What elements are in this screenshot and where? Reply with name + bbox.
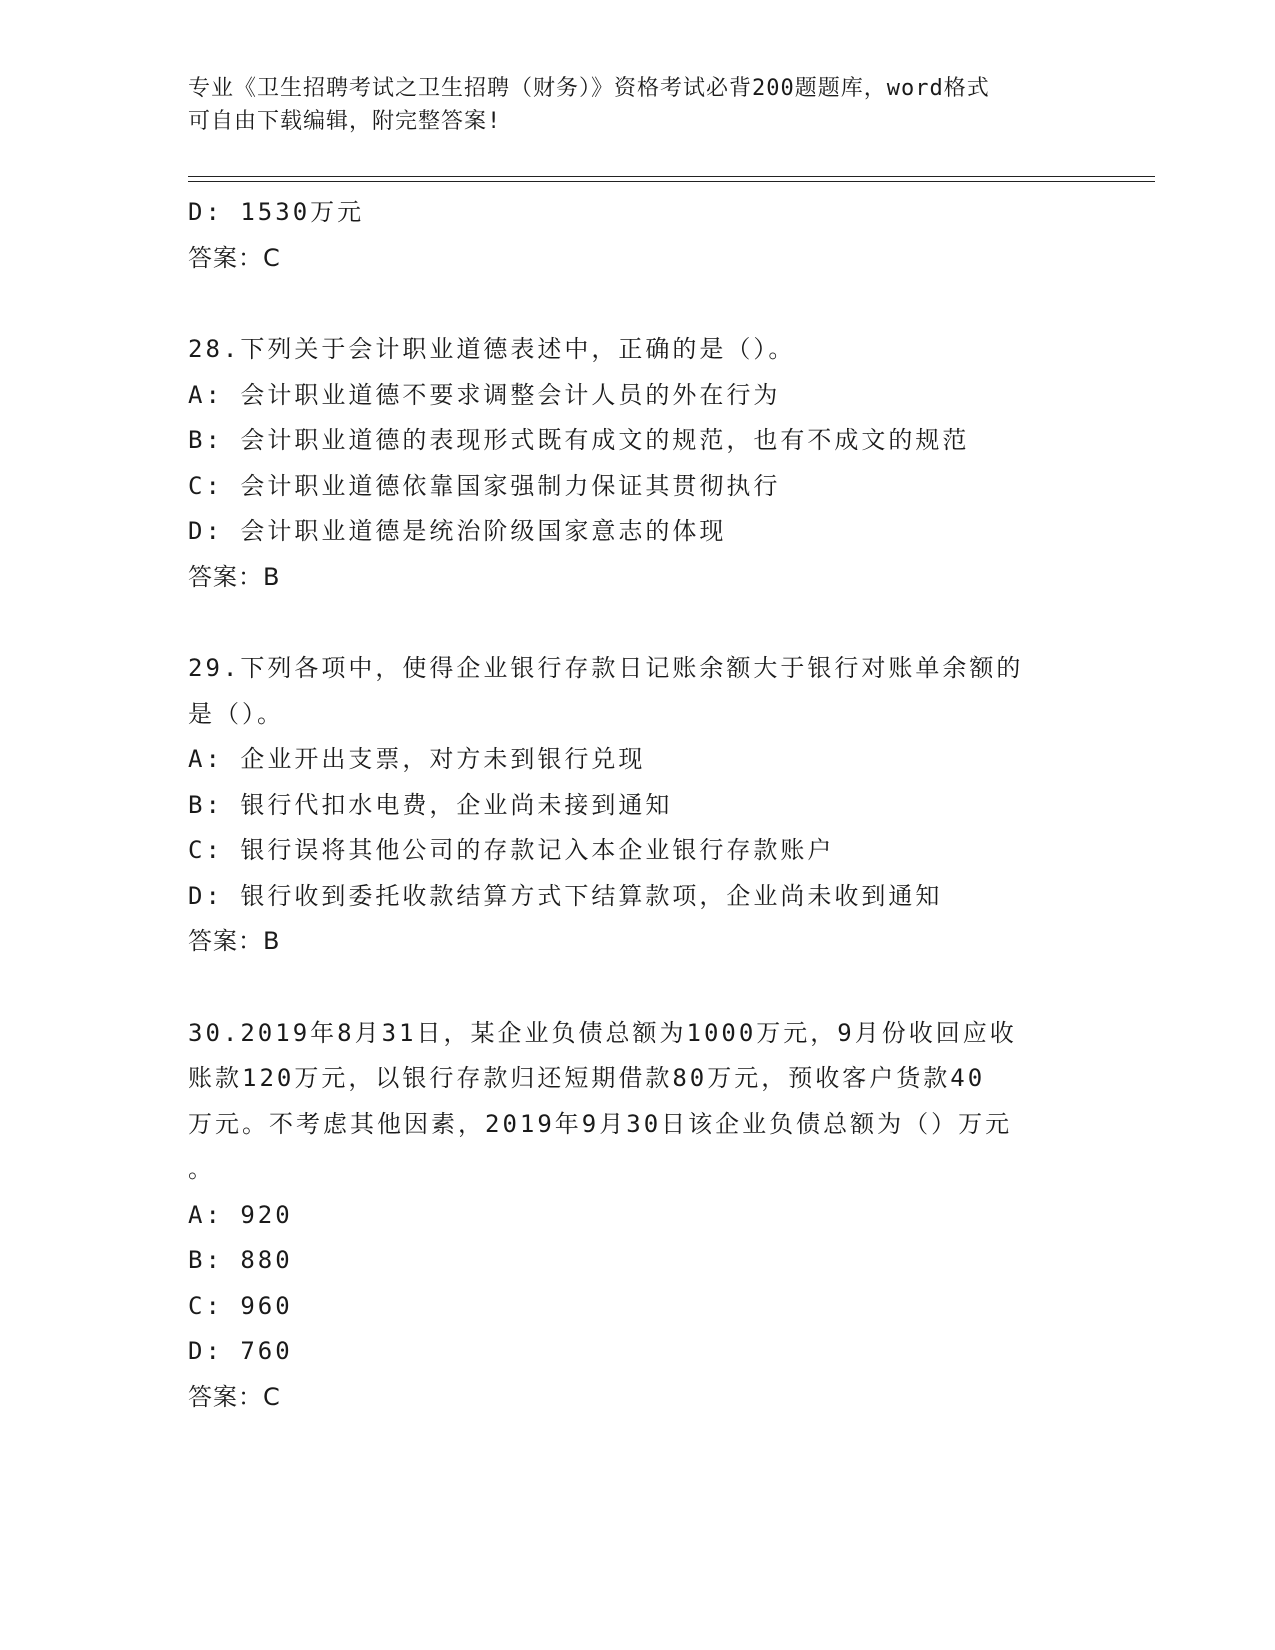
answer-line: 答案：B xyxy=(188,927,281,955)
header-divider-top xyxy=(188,176,1155,177)
answer-line: 答案：C xyxy=(188,1382,281,1411)
option-c: C: 银行误将其他公司的存款记入本企业银行存款账户 xyxy=(188,836,835,864)
header-title-line-2: 可自由下载编辑，附完整答案! xyxy=(188,109,502,134)
answer-line: 答案：C xyxy=(188,243,281,272)
previous-question-tail xyxy=(188,190,1088,281)
question-stem: 28.下列关于会计职业道德表述中，正确的是（）。 xyxy=(188,335,796,363)
header-title-line-1: 专业《卫生招聘考试之卫生招聘（财务）》资格考试必背200题题库，word格式 xyxy=(188,76,990,101)
question-content xyxy=(188,190,1088,1420)
option-a: A: 920 xyxy=(188,1200,293,1229)
spacer xyxy=(188,281,1088,327)
option-c: C: 960 xyxy=(188,1291,293,1320)
question-stem-line-4: 。 xyxy=(188,1155,215,1183)
option-d: D: 1530万元 xyxy=(188,198,365,226)
option-c: C: 会计职业道德依靠国家强制力保证其贯彻执行 xyxy=(188,471,781,500)
option-d: D: 760 xyxy=(188,1337,293,1365)
option-b: B: 会计职业道德的表现形式既有成文的规范，也有不成文的规范 xyxy=(188,426,970,454)
option-b: B: 880 xyxy=(188,1246,293,1274)
spacer xyxy=(188,600,1088,646)
question-stem-line-2: 账款120万元，以银行存款归还短期借款80万元，预收客户货款40 xyxy=(188,1064,986,1092)
question-stem-line-1: 30.2019年8月31日，某企业负债总额为1000万元，9月份收回应收 xyxy=(188,1018,1017,1047)
option-a: A: 企业开出支票，对方未到银行兑现 xyxy=(188,745,646,773)
header-divider-bottom xyxy=(188,181,1155,182)
question-stem-line-2: 是（）。 xyxy=(188,699,284,728)
question-stem-line-3: 万元。不考虑其他因素，2019年9月30日该企业负债总额为（）万元 xyxy=(188,1109,1013,1138)
option-d: D: 银行收到委托收款结算方式下结算款项，企业尚未收到通知 xyxy=(188,881,943,910)
option-a: A: 会计职业道德不要求调整会计人员的外在行为 xyxy=(188,380,781,409)
question-29 xyxy=(188,646,1088,965)
option-b: B: 银行代扣水电费，企业尚未接到通知 xyxy=(188,790,673,819)
question-30 xyxy=(188,1011,1088,1421)
document-header xyxy=(188,72,1088,138)
option-d: D: 会计职业道德是统治阶级国家意志的体现 xyxy=(188,517,727,545)
question-stem-line-1: 29.下列各项中，使得企业银行存款日记账余额大于银行对账单余额的 xyxy=(188,654,1024,682)
question-28 xyxy=(188,327,1088,600)
answer-line: 答案：B xyxy=(188,562,281,591)
spacer xyxy=(188,965,1088,1011)
